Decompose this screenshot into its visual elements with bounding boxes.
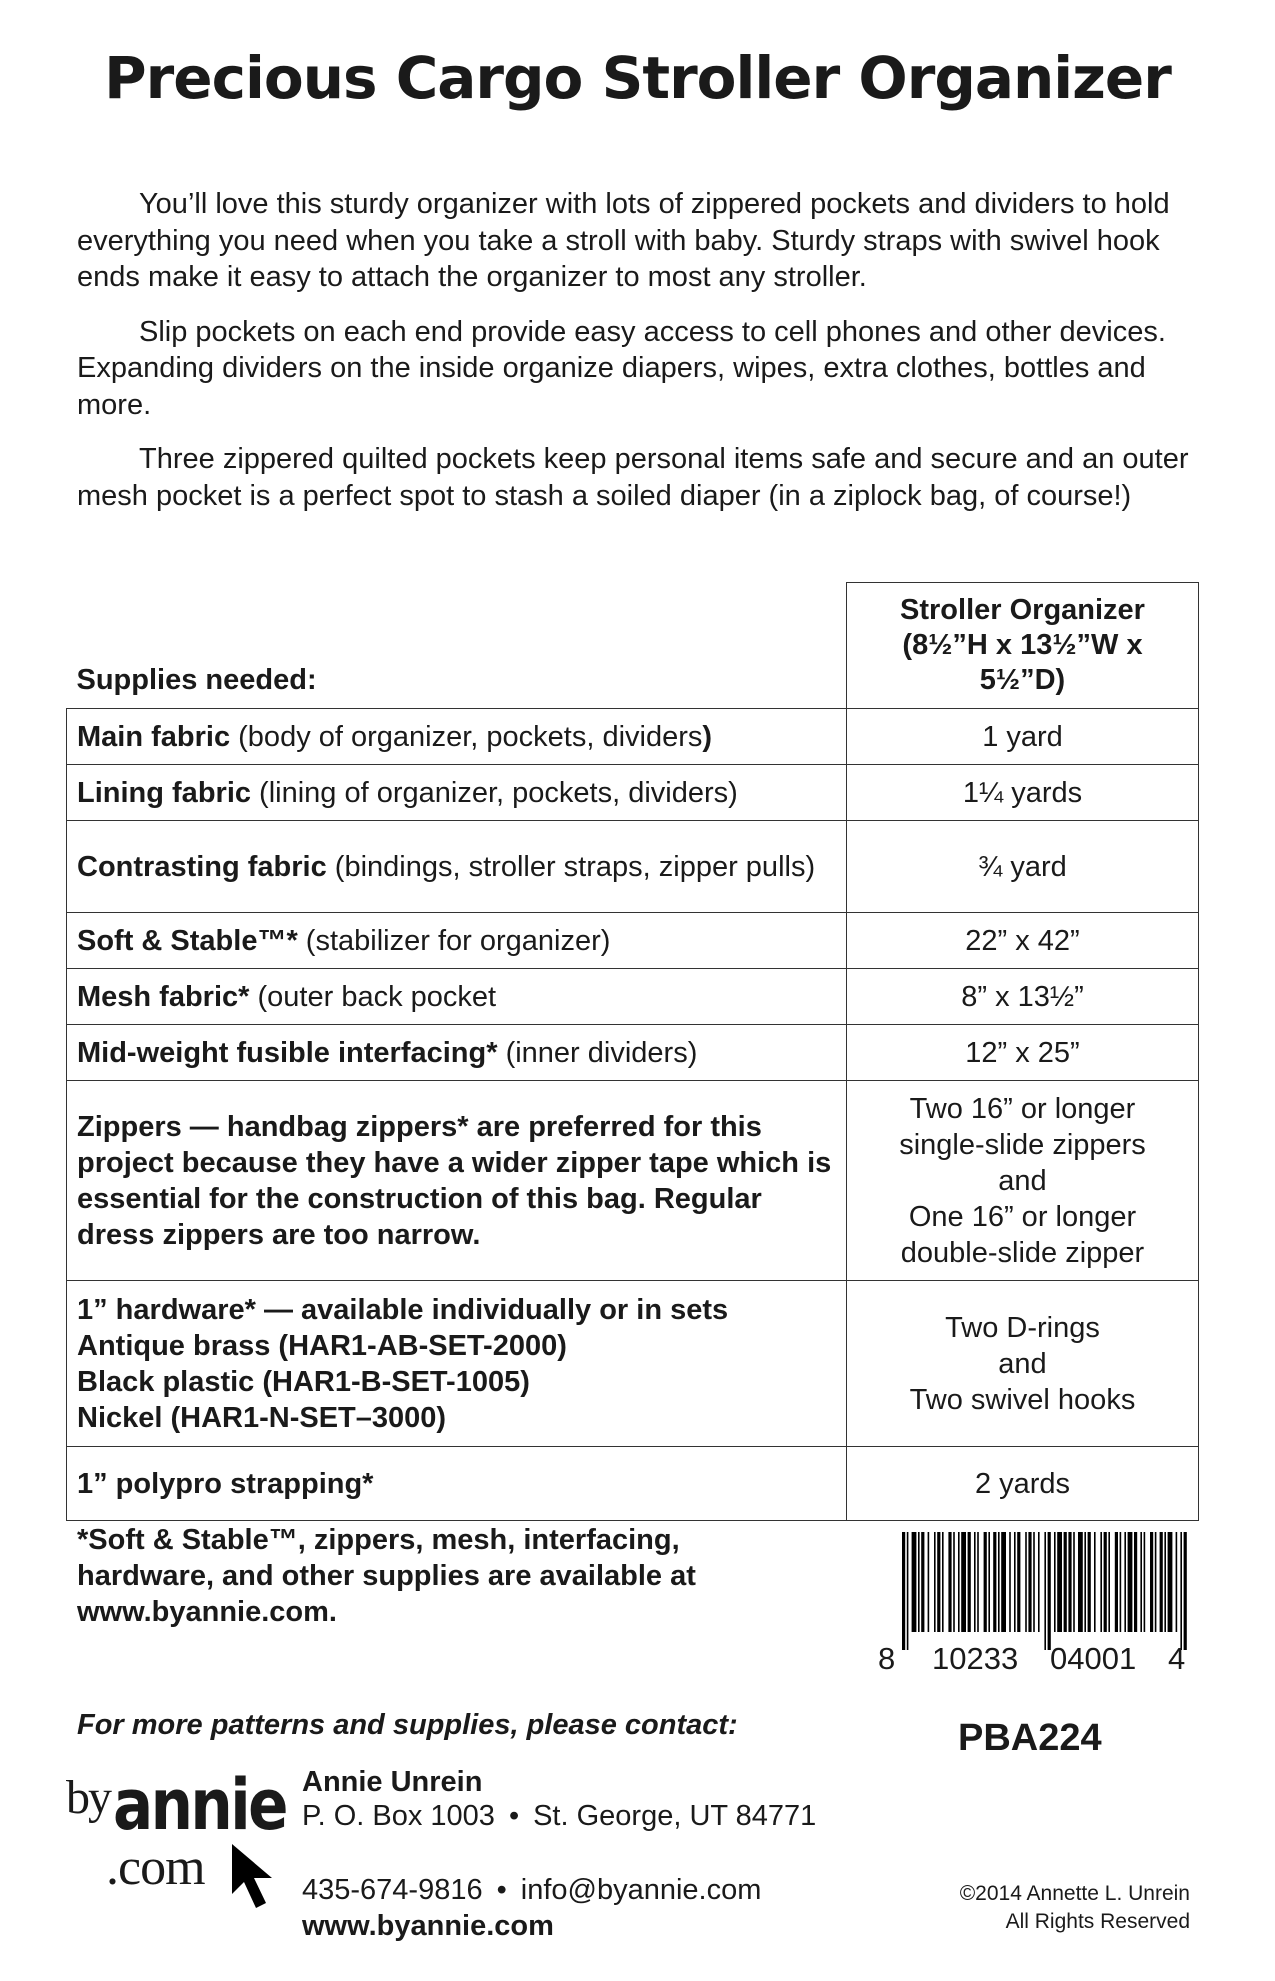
supply-item [67, 765, 847, 821]
logo-com: .com [106, 1839, 205, 1896]
supply-item [67, 969, 847, 1025]
supply-desc: (bindings, stroller straps, zipper pulls) [326, 850, 816, 883]
supply-desc: (stabilizer for organizer) [297, 924, 611, 957]
item-line: 1” hardware* — available individually or in sets [77, 1293, 729, 1326]
supply-qty: 22” x 42” [847, 913, 1199, 969]
po-box: P. O. Box 1003 [302, 1800, 495, 1832]
barcode-digit-group: 8 [878, 1641, 896, 1676]
table-header-row [67, 583, 1199, 709]
bullet-separator: • [496, 1874, 507, 1906]
copyright-line: ©2014 Annette L. Unrein [959, 1882, 1190, 1905]
intro-paragraph: You’ll love this sturdy organizer with lots of zippered pockets and dividers to hold everything you need when you take a stroll with baby. Sturdy straps with swivel hook ends make it easy to attach the organizer to most any stroller. [77, 188, 1170, 293]
contact-heading: For more patterns and supplies, please contact: [77, 1709, 738, 1741]
page-title: Precious Cargo Stroller Organizer [104, 44, 1171, 112]
table-row [67, 1025, 1199, 1081]
supply-item: 1” polypro strapping* [67, 1447, 847, 1521]
supply-qty: 12” x 25” [847, 1025, 1199, 1081]
table-row [67, 709, 1199, 765]
supply-desc: (inner dividers) [497, 1036, 698, 1069]
supplies-table [66, 582, 1199, 1521]
supply-name: Main fabric [77, 720, 231, 753]
supply-item [67, 709, 847, 765]
supply-item [67, 1281, 847, 1447]
cursor-arrow-icon [228, 1842, 276, 1912]
size-header [847, 583, 1199, 709]
supply-name: Mesh fabric* [77, 980, 250, 1013]
supply-item: Zippers — handbag zippers* are preferred for this project because they have a wider zipper tape which is essential for the construction of this bag. Regular dress zippers are too narrow. [67, 1081, 847, 1281]
intro-text [77, 186, 1207, 532]
bullet-separator: • [508, 1800, 520, 1832]
qty-line: double-slide zipper [900, 1236, 1145, 1269]
barcode-digit-group: 4 [1168, 1641, 1186, 1676]
supplies-header: Supplies needed: [67, 583, 847, 709]
supply-qty: 1¼ yards [847, 765, 1199, 821]
website-link[interactable]: www.byannie.com [302, 1910, 554, 1942]
supply-item [67, 821, 847, 913]
contact-phone-email [302, 1874, 761, 1907]
qty-line: and [998, 1164, 1047, 1197]
supply-desc: (body of organizer, pockets, dividers [230, 720, 703, 753]
intro-paragraph: Slip pockets on each end provide easy access to cell phones and other devices. Expanding dividers on the inside organize diapers, wipes, extra clothes, bottles and more. [77, 315, 1166, 421]
item-line: Nickel (HAR1-N-SET–3000) [77, 1401, 447, 1434]
table-row [67, 1081, 1199, 1281]
supply-qty [847, 1081, 1199, 1281]
supply-item [67, 1025, 847, 1081]
barcode-digit-group: 10233 [932, 1641, 1019, 1676]
intro-paragraph: Three zippered quilted pockets keep personal items safe and secure and an outer mesh pocket is a perfect spot to stash a soiled diaper (in a ziplock bag, of course!) [77, 443, 1189, 512]
phone-number: 435-674-9816 [302, 1874, 483, 1906]
qty-line: Two swivel hooks [909, 1383, 1136, 1416]
item-line: Black plastic (HAR1-B-SET-1005) [77, 1365, 530, 1398]
supply-desc: (outer back pocket [249, 980, 497, 1013]
barcode-digit-group: 04001 [1050, 1641, 1137, 1676]
supply-name: Contrasting fabric [77, 850, 327, 883]
item-line: Antique brass (HAR1-AB-SET-2000) [77, 1329, 567, 1362]
supply-qty: 8” x 13½” [847, 969, 1199, 1025]
supply-item [67, 913, 847, 969]
supply-qty: 1 yard [847, 709, 1199, 765]
logo-by: by [66, 1771, 110, 1824]
table-row [67, 821, 1199, 913]
sku-code: PBA224 [958, 1717, 1102, 1759]
supply-desc: (lining of organizer, pockets, dividers) [251, 776, 738, 809]
contact-name: Annie Unrein [302, 1766, 483, 1798]
contact-address [302, 1800, 816, 1833]
table-row [67, 1281, 1199, 1447]
table-row [67, 1447, 1199, 1521]
byannie-logo [66, 1762, 286, 1942]
qty-line: Two D-rings [945, 1311, 1100, 1344]
size-header-title: Stroller Organizer [900, 594, 1145, 626]
logo-annie: annie [113, 1764, 286, 1846]
qty-line: Two 16” or longer [909, 1092, 1136, 1125]
qty-line: and [998, 1347, 1047, 1380]
size-header-dimensions: (8½”H x 13½”W x 5½”D) [902, 629, 1143, 696]
table-row [67, 913, 1199, 969]
supply-desc-suffix: ) [702, 720, 713, 753]
supply-name: Mid-weight fusible interfacing* [77, 1036, 498, 1069]
rights-reserved: All Rights Reserved [1005, 1910, 1190, 1933]
supply-qty [847, 1281, 1199, 1447]
table-row [67, 765, 1199, 821]
city-state-zip: St. George, UT 84771 [533, 1800, 817, 1832]
supply-name: Soft & Stable™* [77, 924, 298, 957]
availability-note: *Soft & Stable™, zippers, mesh, interfacing, hardware, and other supplies are available at www.byannie.com. [77, 1524, 696, 1628]
email-link[interactable]: info@byannie.com [520, 1874, 762, 1906]
supply-qty: ¾ yard [847, 821, 1199, 913]
qty-line: single-slide zippers [899, 1128, 1146, 1161]
qty-line: One 16” or longer [908, 1200, 1137, 1233]
supply-name: Lining fabric [77, 776, 251, 809]
supply-qty: 2 yards [847, 1447, 1199, 1521]
table-row [67, 969, 1199, 1025]
